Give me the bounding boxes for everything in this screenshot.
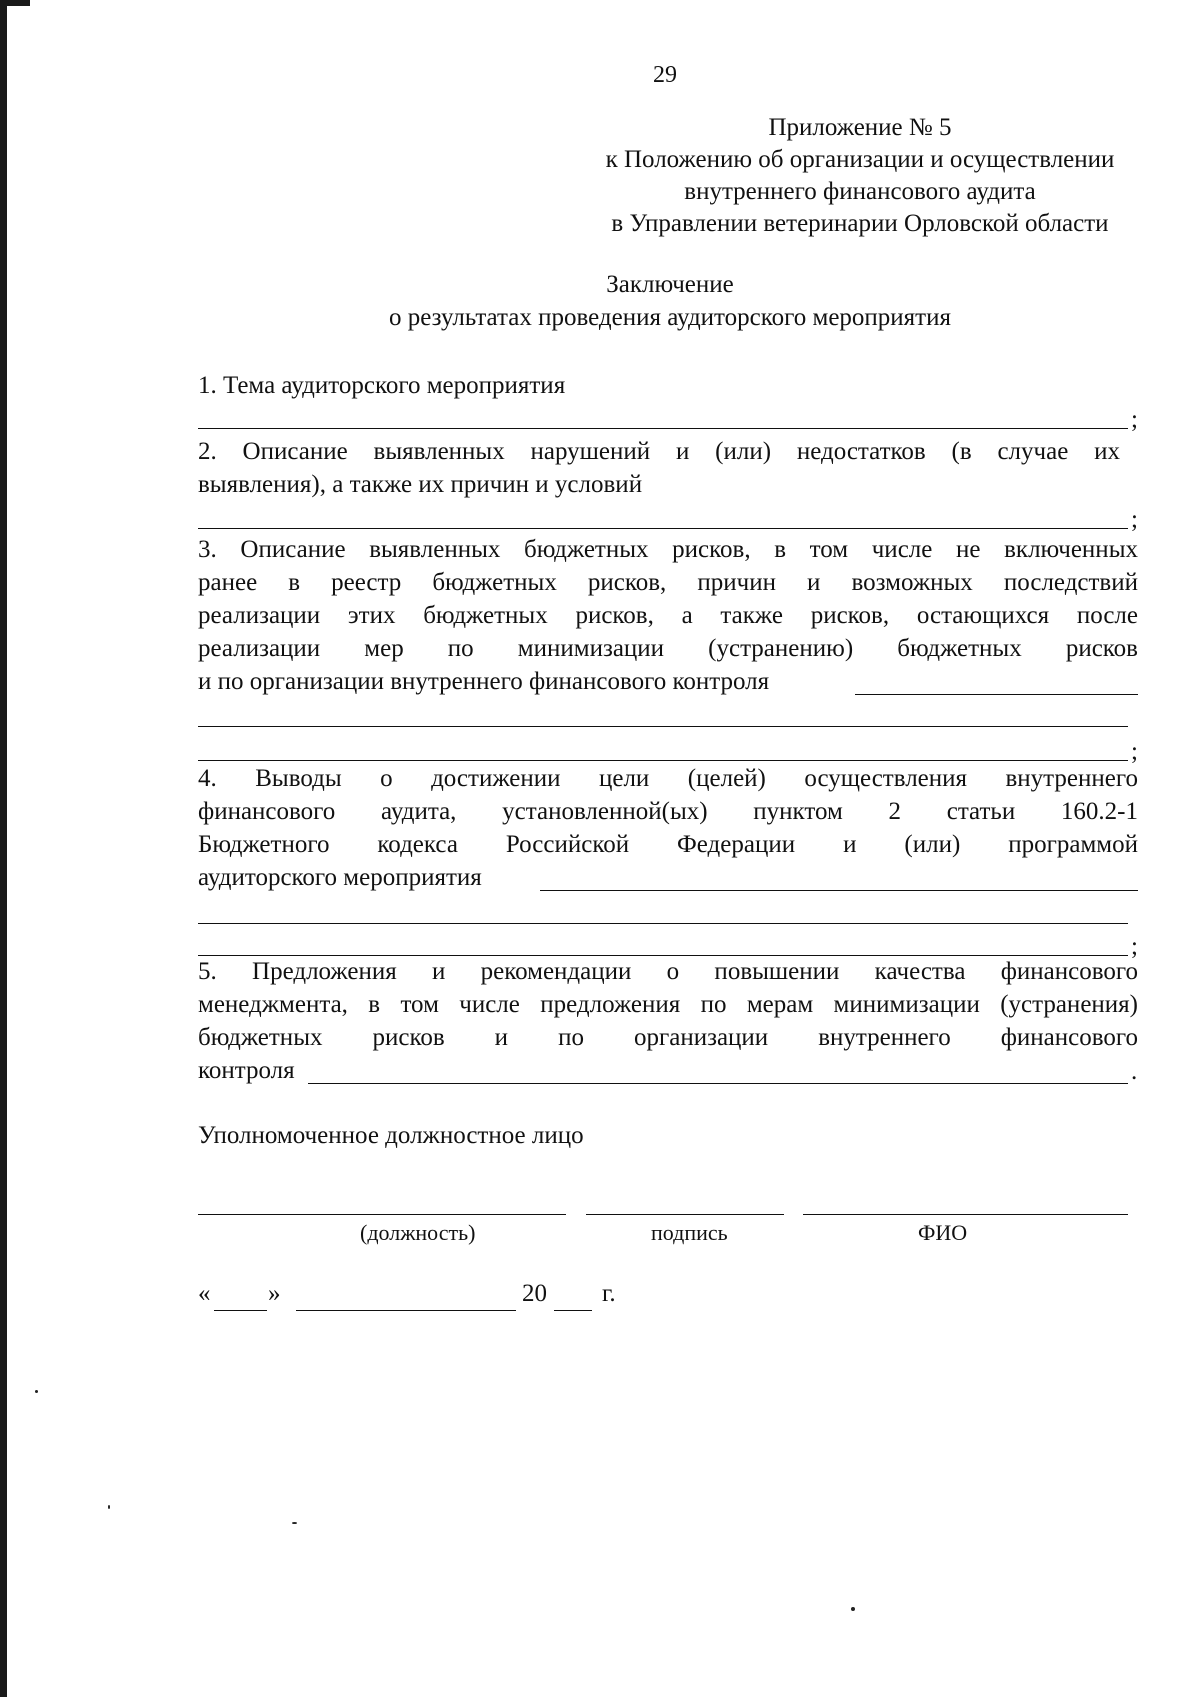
section-4-fill-line-3[interactable] [198, 955, 1128, 956]
title-line-1: Заключение [606, 271, 734, 298]
page-number: 29 [653, 62, 677, 88]
appendix-header [585, 112, 1135, 240]
section-2-line-1: 2. Описание выявленных нарушений и (или) недостатков (в случае их [198, 438, 1120, 465]
scan-left-edge [0, 0, 7, 1697]
year-suffix: г. [602, 1280, 616, 1307]
authorized-official-heading: Уполномоченное должностное лицо [198, 1122, 584, 1149]
date-close-quote: » [268, 1280, 281, 1307]
section-4-line-3: Бюджетного кодекса Российской Федерации и (или) программой [198, 831, 1138, 858]
appendix-number: Приложение № 5 [768, 114, 952, 141]
section-2-fill-line[interactable] [198, 528, 1128, 529]
signature-caption: подпись [651, 1220, 728, 1245]
document-title [300, 268, 1040, 334]
section-2-semicolon: ; [1131, 506, 1138, 533]
scan-top-edge [0, 0, 30, 6]
section-4-line-4: аудиторского мероприятия [198, 864, 482, 891]
section-1-heading: 1. Тема аудиторского мероприятия [198, 372, 566, 399]
section-3-semicolon: ; [1131, 738, 1138, 765]
section-3-line-3: реализации этих бюджетных рисков, а также рисков, остающихся после [198, 602, 1138, 629]
section-5-line-1: 5. Предложения и рекомендации о повышении качества финансового [198, 958, 1138, 985]
scan-speck [292, 1522, 297, 1524]
section-1-fill-line[interactable] [198, 428, 1128, 429]
section-3-line-5: и по организации внутреннего финансового контроля [198, 668, 770, 695]
section-3-fill-line-2[interactable] [198, 726, 1128, 727]
appendix-line-4: в Управлении ветеринарии Орловской области [611, 210, 1109, 237]
date-open-quote: « [198, 1280, 211, 1307]
section-5-line-3: бюджетных рисков и по организации внутреннего финансового [198, 1024, 1138, 1051]
signature-fill-line[interactable] [586, 1214, 784, 1215]
section-3-line-1: 3. Описание выявленных бюджетных рисков, в том числе не включенных [198, 536, 1138, 563]
year-fill-line[interactable] [554, 1310, 592, 1311]
section-2-line-2: выявления), а также их причин и условий [198, 471, 643, 498]
month-fill-line[interactable] [296, 1310, 516, 1311]
name-caption: ФИО [918, 1220, 968, 1245]
section-4-fill-line-2[interactable] [198, 923, 1128, 924]
section-5-fill-line[interactable] [308, 1083, 1128, 1084]
day-fill-line[interactable] [214, 1310, 267, 1311]
section-3-line-2: ранее в реестр бюджетных рисков, причин и возможных последствий [198, 569, 1138, 596]
year-prefix: 20 [522, 1280, 547, 1307]
section-4-line-2: финансового аудита, установленной(ых) пунктом 2 статьи 160.2-1 [198, 798, 1138, 825]
section-4-semicolon: ; [1131, 933, 1138, 960]
scan-speck [108, 1505, 110, 1509]
section-3-line-4: реализации мер по минимизации (устранению) бюджетных рисков [198, 635, 1138, 662]
section-3-fill-line-3[interactable] [198, 760, 1128, 761]
section-5-line-4: контроля [198, 1057, 295, 1084]
position-fill-line[interactable] [198, 1214, 566, 1215]
appendix-line-2: к Положению об организации и осуществлении [605, 146, 1115, 173]
position-caption: (должность) [360, 1220, 476, 1245]
section-1-semicolon: ; [1131, 406, 1138, 433]
section-4-line-1: 4. Выводы о достижении цели (целей) осуществления внутреннего [198, 765, 1138, 792]
appendix-line-3: внутреннего финансового аудита [684, 178, 1036, 205]
title-line-2: о результатах проведения аудиторского мероприятия [389, 304, 951, 331]
full-name-fill-line[interactable] [803, 1214, 1128, 1215]
scan-speck [851, 1607, 855, 1611]
section-3-fill-line-1[interactable] [855, 694, 1138, 695]
section-5-period: . [1131, 1058, 1138, 1085]
scan-speck [35, 1390, 38, 1393]
section-4-fill-line-1[interactable] [540, 890, 1138, 891]
section-5-line-2: менеджмента, в том числе предложения по мерам минимизации (устранения) [198, 991, 1138, 1018]
